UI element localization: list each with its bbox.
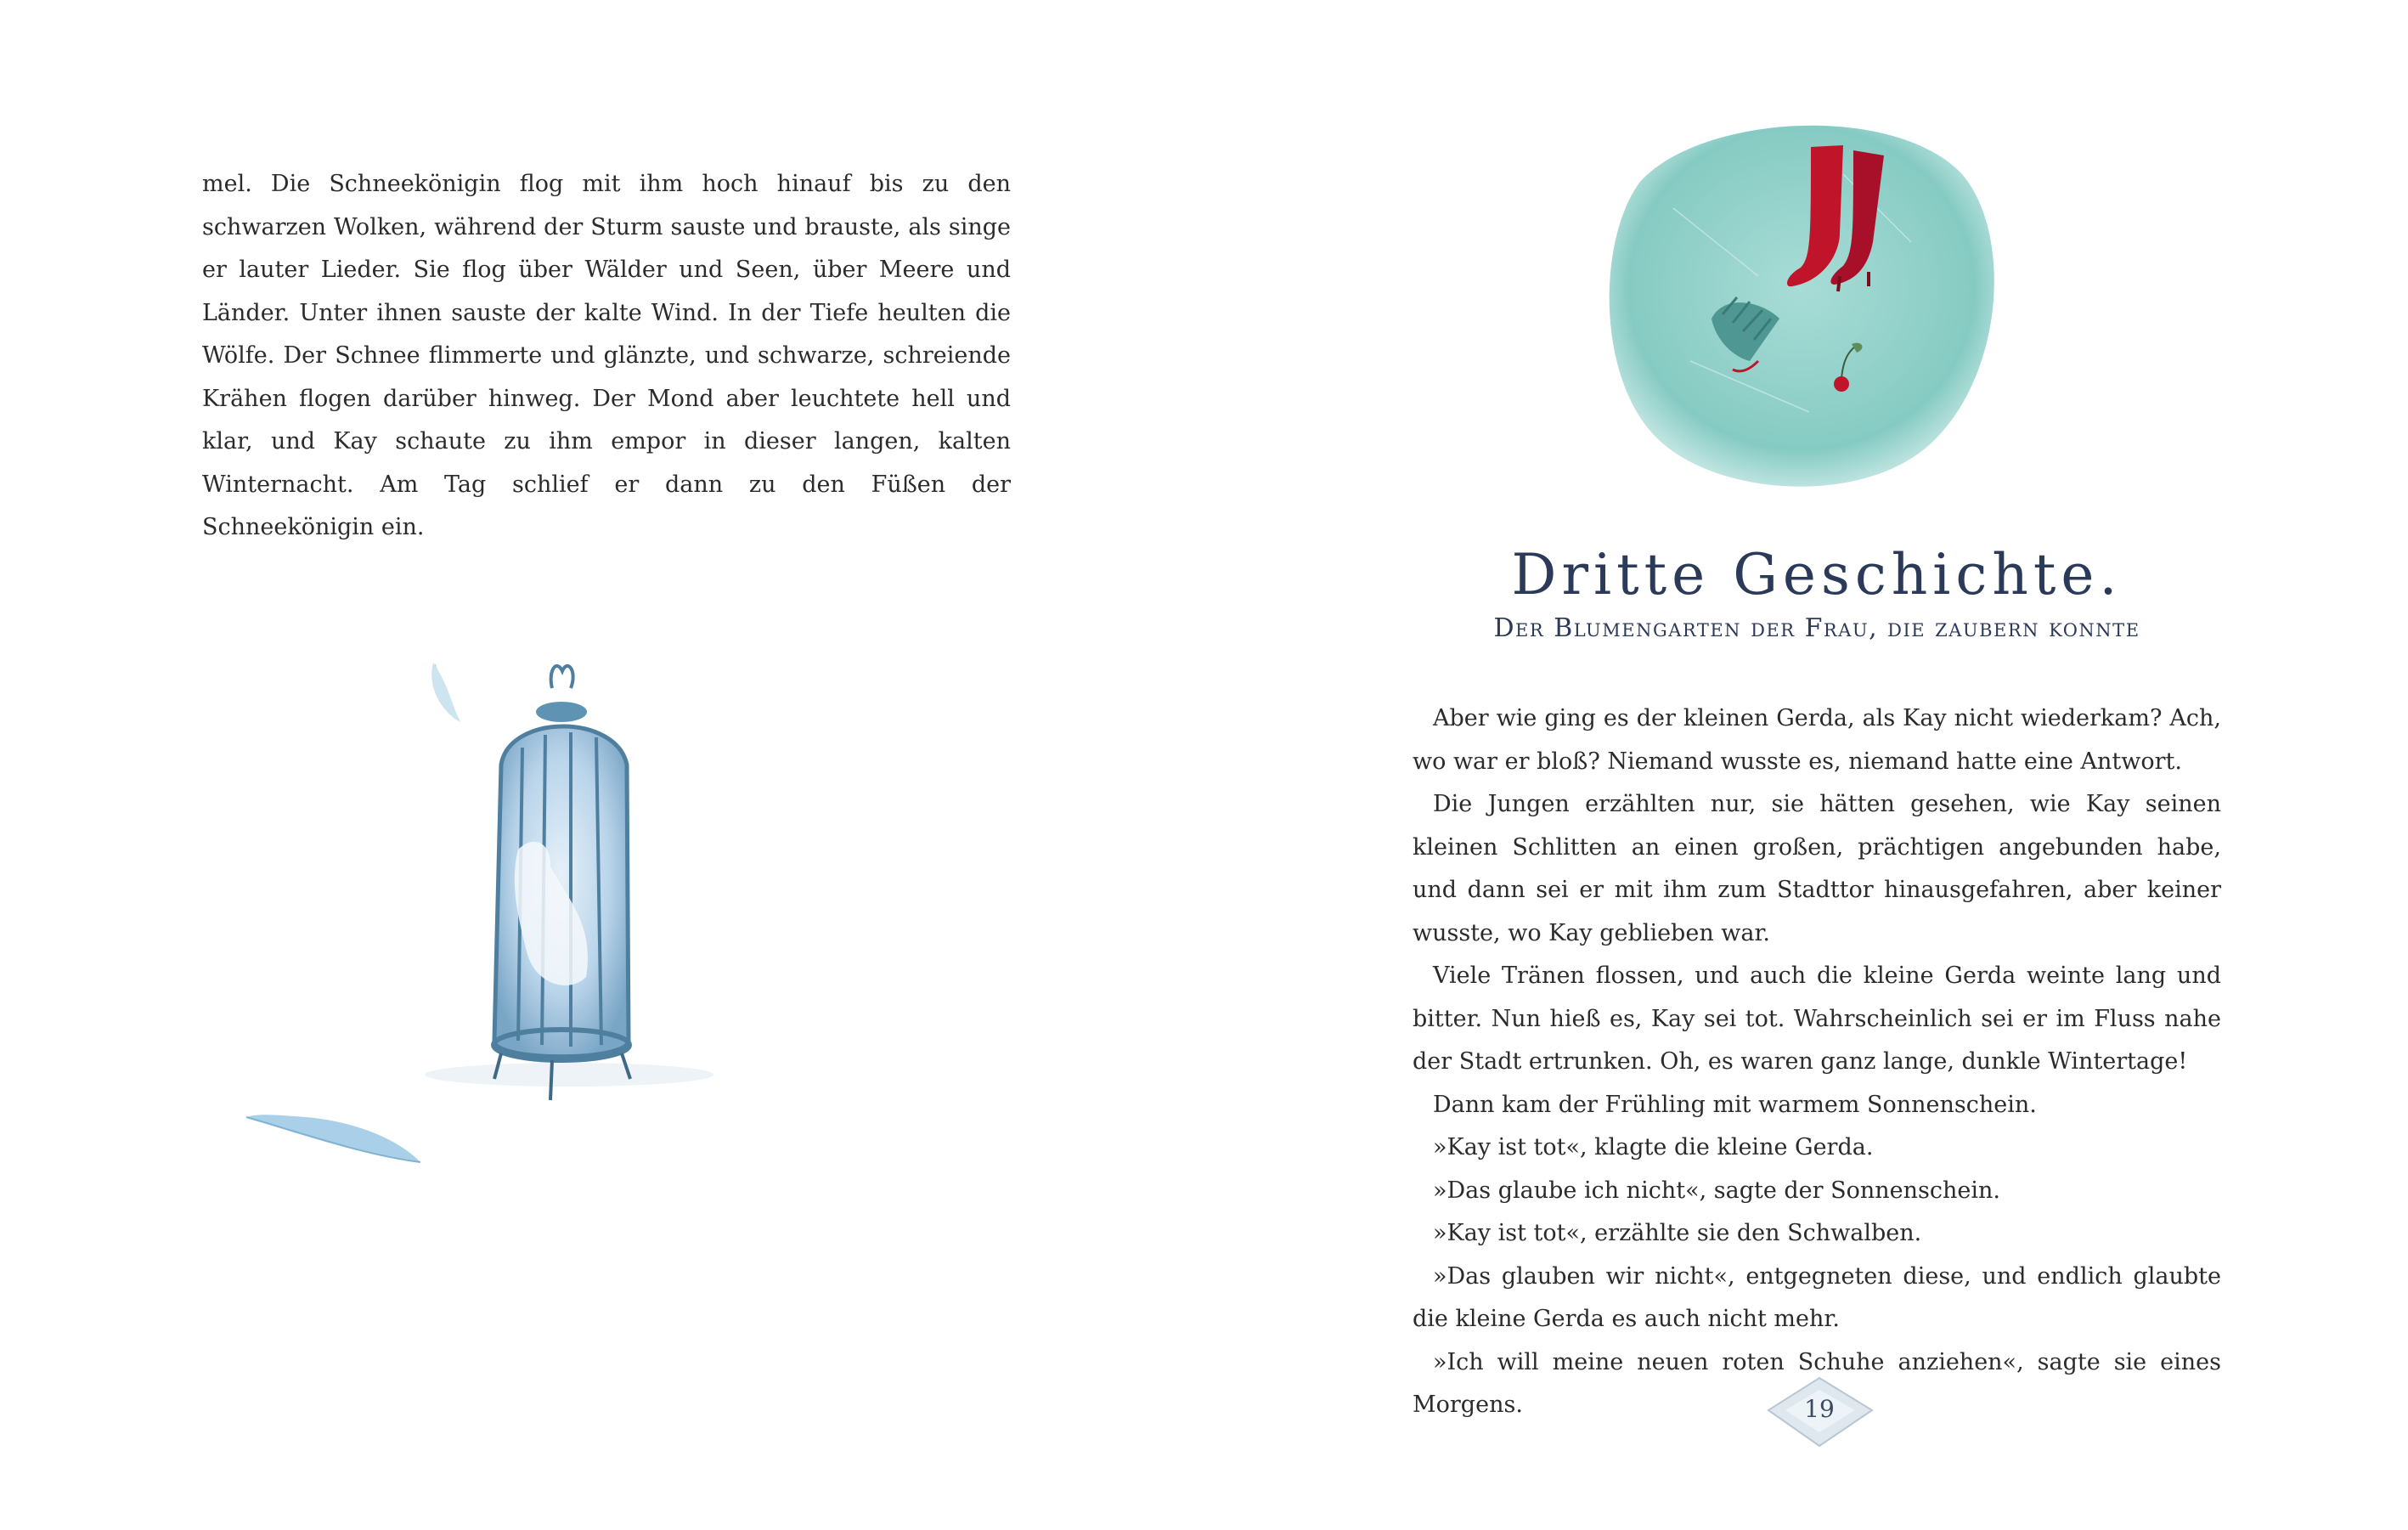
page-number-badge — [1760, 1373, 1879, 1449]
birdcage-icon — [493, 666, 630, 1100]
paragraph: Aber wie ging es der kleinen Gerda, als Kay nicht wiederkam? Ach, wo war er bloß? Niemand wusste es, niemand hatte eine Antwort. — [1413, 705, 2221, 775]
left-page-text — [202, 163, 1011, 550]
paragraph: »Das glauben wir nicht«, entgegneten diese, und endlich glaubte die kleine Gerda es auch nicht mehr. — [1413, 1262, 2221, 1332]
ice-circle — [1610, 126, 1994, 487]
paragraph: Viele Tränen flossen, und auch die kleine Gerda weinte lang und bitter. Nun hieß es, Kay sei tot. Wahrscheinlich sei er im Fluss nahe der Stadt ertrunken. Oh, es waren ganz lange, dunkle Wintertage! — [1413, 963, 2221, 1075]
right-page-text — [1413, 697, 2221, 1427]
chapter-title: Dritte Geschichte. — [1511, 542, 2123, 607]
paragraph: mel. Die Schneekönigin flog mit ihm hoch hinauf bis zu den schwarzen Wolken, während der Sturm sauste und brauste, als singe er lauter Lieder. Sie flog über Wälder und Seen, über Meere und Länder. Unter ihnen sauste der kalte Wind. In der Tiefe heulten die Wölfe. Der Schnee flimmerte und glänzte, und schwarze, schreiende Krähen flogen darüber hinweg. Der Mond aber leuchtete hell und klar, und Kay schaute zu ihm empor in dieser langen, kalten Winternacht. Am Tag schlief er dann zu den Füßen der Schneekönigin ein. — [202, 171, 1011, 540]
feather-top-icon — [431, 663, 460, 722]
paragraph: »Das glaube ich nicht«, sagte der Sonnenschein. — [1433, 1177, 2000, 1204]
feather-bottom-icon — [246, 1115, 420, 1162]
paragraph: »Kay ist tot«, klagte die kleine Gerda. — [1433, 1134, 1874, 1160]
paragraph: »Ich will meine neuen roten Schuhe anziehen«, sagte sie eines Morgens. — [1413, 1348, 2221, 1418]
paragraph: »Kay ist tot«, erzählte sie den Schwalben. — [1433, 1220, 1922, 1246]
boots-illustration — [1588, 106, 2013, 505]
paragraph: Die Jungen erzählten nur, sie hätten gesehen, wie Kay seinen kleinen Schlitten an einen großen, prächtigen angebunden habe, und dann sei er mit ihm zum Stadttor hinausgefahren, aber keiner wusste, wo Kay geblieben war. — [1413, 791, 2221, 946]
chapter-subtitle: Der Blumengarten der Frau, die zaubern konnte — [1493, 613, 2140, 643]
paragraph: Dann kam der Frühling mit warmem Sonnenschein. — [1433, 1091, 2037, 1118]
birdcage-illustration — [229, 654, 824, 1206]
page-number: 19 — [1804, 1395, 1835, 1423]
